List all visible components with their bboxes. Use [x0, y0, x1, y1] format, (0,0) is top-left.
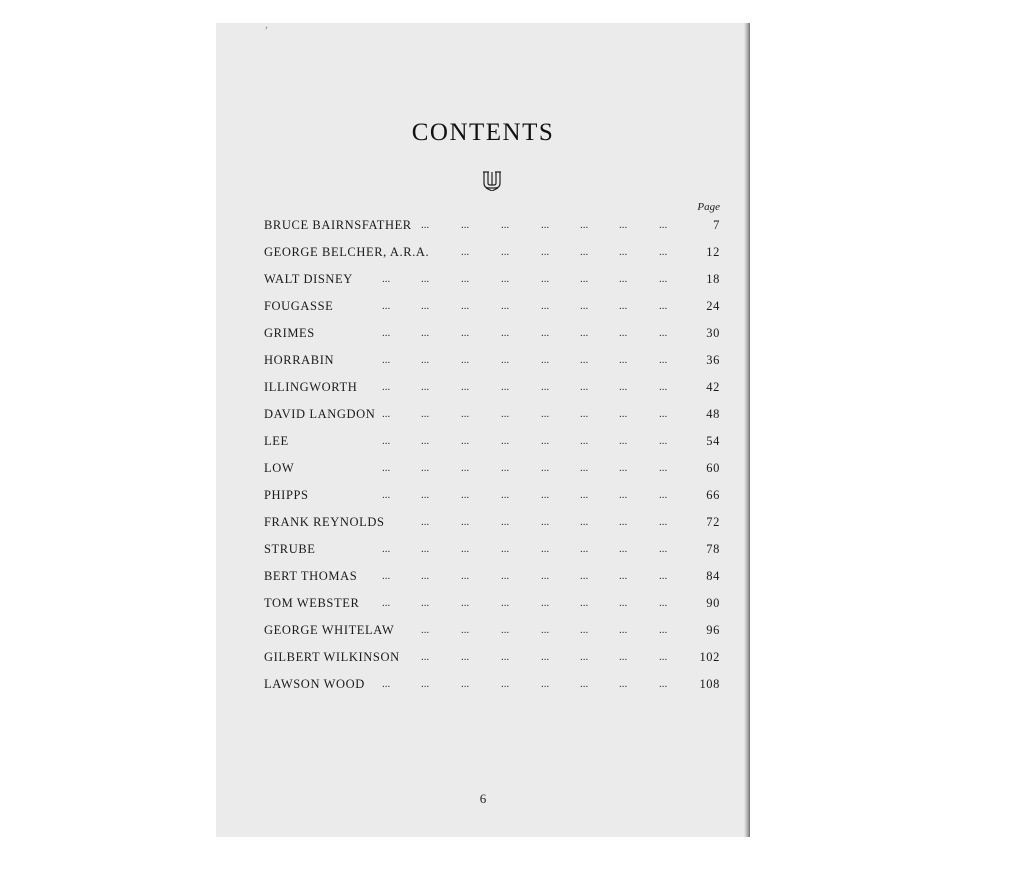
toc-entry-page: 48	[706, 407, 720, 421]
toc-entry-name: FRANK REYNOLDS	[264, 515, 385, 529]
toc-entry-name: FOUGASSE	[264, 299, 334, 313]
toc-entry-name: ILLINGWORTH	[264, 380, 358, 394]
toc-entry-name: BRUCE BAIRNSFATHER	[264, 218, 412, 232]
toc-entry-page: 12	[706, 245, 720, 259]
toc-entry: PHIPPS ... ... ... ... ... ... ... ... 66	[264, 488, 720, 502]
toc-entry-name: STRUBE	[264, 542, 316, 556]
ornament-icon	[481, 169, 503, 191]
toc-entry-name: BERT THOMAS	[264, 569, 358, 583]
toc-entry: LAWSON WOOD ... ... ... ... ... ... ... ... 108	[264, 677, 720, 691]
toc-entry-page: 90	[706, 596, 720, 610]
toc-entry-page: 18	[706, 272, 720, 286]
toc-entry: FRANK REYNOLDS ... ... ... ... ... ... ... 72	[264, 515, 720, 529]
toc-entry: GEORGE BELCHER, A.R.A. ... ... ... ... ... ... 12	[264, 245, 720, 259]
toc-entry: GEORGE WHITELAW ... ... ... ... ... ... ... 96	[264, 623, 720, 637]
page-column-label: Page	[697, 201, 720, 213]
toc-entry-page: 30	[706, 326, 720, 340]
toc-entry-name: DAVID LANGDON	[264, 407, 376, 421]
toc-entry-name: LOW	[264, 461, 295, 475]
toc-entry-name: HORRABIN	[264, 353, 335, 367]
toc-entry: BERT THOMAS ... ... ... ... ... ... ... ... 84	[264, 569, 720, 583]
book-page	[216, 23, 750, 837]
toc-entry-page: 102	[699, 650, 720, 664]
contents-list	[264, 217, 720, 703]
toc-entry-name: GEORGE WHITELAW	[264, 623, 395, 637]
toc-entry: FOUGASSE ... ... ... ... ... ... ... ... 24	[264, 299, 720, 313]
toc-entry: GRIMES ... ... ... ... ... ... ... ... 30	[264, 326, 720, 340]
toc-entry-name: LAWSON WOOD	[264, 677, 365, 691]
toc-entry-name: WALT DISNEY	[264, 272, 353, 286]
page-number: 6	[479, 791, 487, 806]
toc-entry: WALT DISNEY ... ... ... ... ... ... ... ... 18	[264, 272, 720, 286]
toc-entry-page: 60	[706, 461, 720, 475]
toc-entry-page: 7	[713, 218, 720, 232]
toc-entry-page: 42	[706, 380, 720, 394]
toc-entry-name: LEE	[264, 434, 289, 448]
toc-entry: LOW ... ... ... ... ... ... ... ... 60	[264, 461, 720, 475]
toc-entry: DAVID LANGDON ... ... ... ... ... ... ... ... 48	[264, 407, 720, 421]
toc-entry-name: GEORGE BELCHER, A.R.A.	[264, 245, 430, 259]
toc-entry-page: 84	[706, 569, 720, 583]
toc-entry-name: PHIPPS	[264, 488, 309, 502]
toc-entry: GILBERT WILKINSON ... ... ... ... ... ... ... 102	[264, 650, 720, 664]
toc-entry-name: TOM WEBSTER	[264, 596, 360, 610]
toc-entry-page: 78	[706, 542, 720, 556]
toc-entry: HORRABIN ... ... ... ... ... ... ... ... 36	[264, 353, 720, 367]
toc-entry: BRUCE BAIRNSFATHER ... ... ... ... ... ... ... 7	[264, 218, 720, 232]
toc-entry: TOM WEBSTER ... ... ... ... ... ... ... ... 90	[264, 596, 720, 610]
toc-entry-name: GRIMES	[264, 326, 315, 340]
toc-entry-page: 24	[706, 299, 720, 313]
toc-entry-page: 36	[706, 353, 720, 367]
toc-entry-page: 66	[706, 488, 720, 502]
pencil-mark: ʼ	[262, 24, 269, 38]
toc-entry-name: GILBERT WILKINSON	[264, 650, 400, 664]
page-title: CONTENTS	[411, 119, 555, 146]
toc-entry: ILLINGWORTH ... ... ... ... ... ... ... ... 42	[264, 380, 720, 394]
toc-entry: LEE ... ... ... ... ... ... ... ... 54	[264, 434, 720, 448]
toc-entry-page: 96	[706, 623, 720, 637]
toc-entry-page: 72	[706, 515, 720, 529]
toc-entry-page: 108	[699, 677, 720, 691]
toc-entry-page: 54	[706, 434, 720, 448]
toc-entry: STRUBE ... ... ... ... ... ... ... ... 78	[264, 542, 720, 556]
